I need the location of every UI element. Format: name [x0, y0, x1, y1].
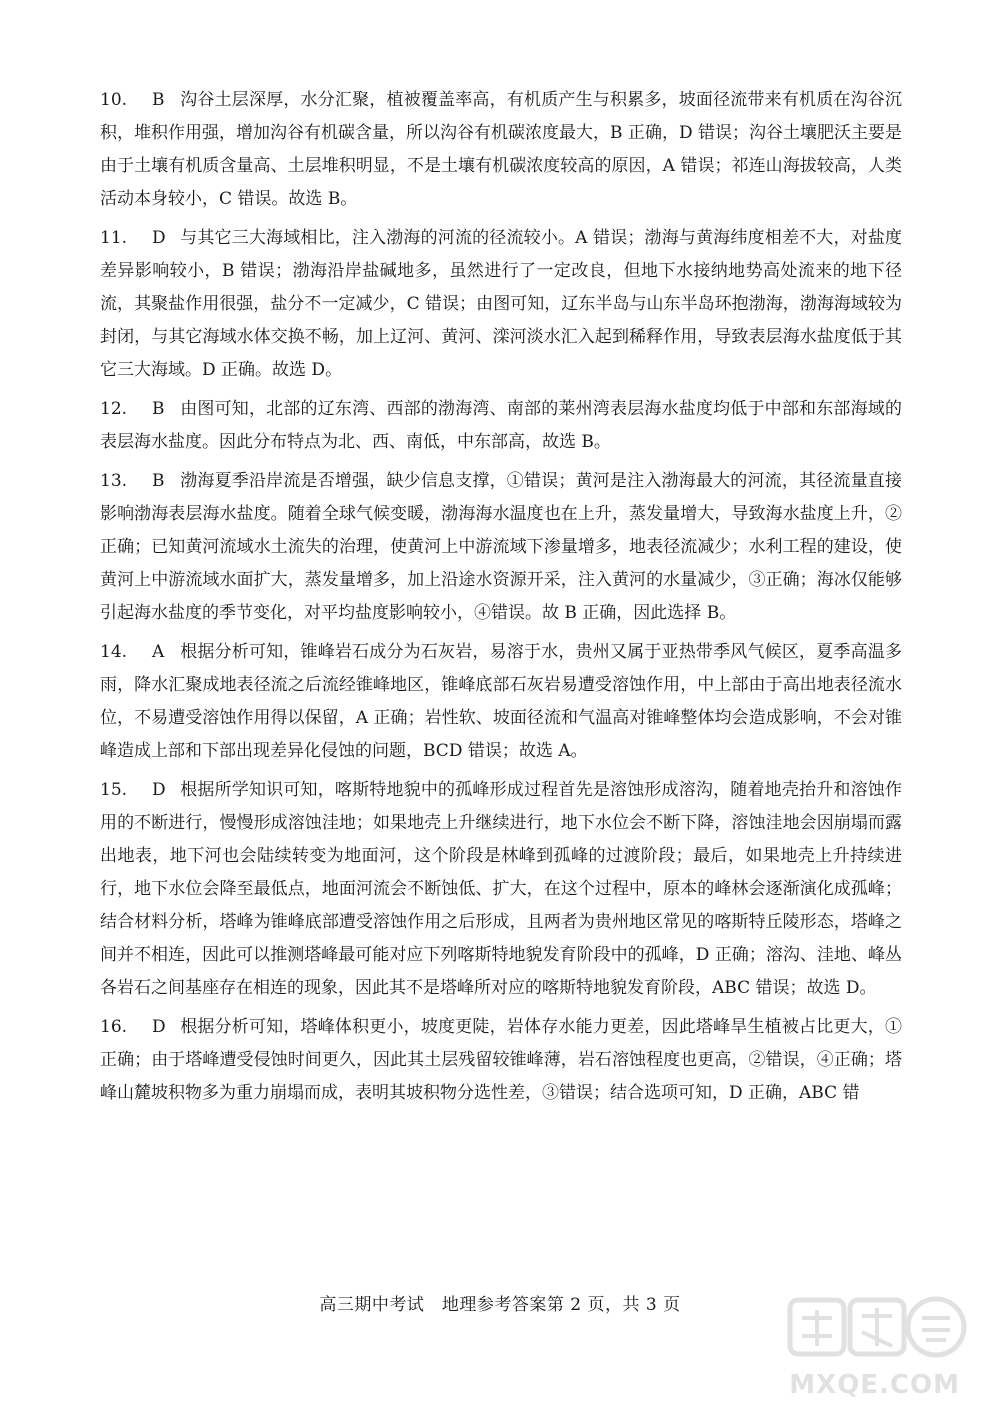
- answer-option: D: [152, 1017, 166, 1037]
- watermark-logo: [782, 1290, 972, 1400]
- explanation-text: 渤海夏季沿岸流是否增强，缺少信息支撑，①错误；黄河是注入渤海最大的河流，其径流量直接影响渤海表层海水盐度。随着全球气候变暖，渤海海水温度也在上升，蒸发量增大，导致海水盐度上升，②正确；已知黄河流域水土流失的治理，使黄河上中游流域下渗量增多，地表径流减少；水利工程的建设，使黄河上中游流域水面扩大，蒸发量增多，加上沿途水资源开采，注入黄河的水量减少，③正确；海冰仅能够引起海水盐度的季节变化，对平均盐度影响较小，④错误。故 B 正确，因此选择 B。: [100, 471, 902, 623]
- answer-item-14: [100, 636, 902, 768]
- answer-option: B: [152, 471, 165, 491]
- answer-item-11: [100, 222, 902, 387]
- explanation-text: 根据分析可知，锥峰岩石成分为石灰岩，易溶于水，贵州又属于亚热带季风气候区，夏季高温多雨，降水汇聚成地表径流之后流经锥峰地区，锥峰底部石灰岩易遭受溶蚀作用，中上部由于高出地表径流水位，不易遭受溶蚀作用得以保留，A 正确；岩性软、坡面径流和气温高对锥峰整体均会造成影响，不会对锥峰造成上部和下部出现差异化侵蚀的问题，BCD 错误；故选 A。: [100, 642, 902, 761]
- question-number: 16.: [100, 1017, 128, 1037]
- answer-option: A: [152, 642, 165, 662]
- explanation-text: 根据分析可知，塔峰体积更小，坡度更陡，岩体存水能力更差，因此塔峰旱生植被占比更大，①正确；由于塔峰遭受侵蚀时间更久，因此其土层残留较锥峰薄，岩石溶蚀程度也更高，②错误，④正确；塔峰山麓坡积物多为重力崩塌而成，表明其坡积物分选性差，③错误；结合选项可知，D 正确，ABC 错: [100, 1017, 902, 1103]
- watermark-url: MXQE.COM: [789, 1370, 960, 1400]
- answer-item-15: [100, 774, 902, 1005]
- question-number: 12.: [100, 399, 128, 419]
- explanation-text: 由图可知，北部的辽东湾、西部的渤海湾、南部的莱州湾表层海水盐度均低于中部和东部海域的表层海水盐度。因此分布特点为北、西、南低，中东部高，故选 B。: [100, 399, 902, 452]
- question-number: 15.: [100, 780, 128, 800]
- question-number: 10.: [100, 90, 128, 110]
- question-number: 11.: [100, 228, 128, 248]
- answer-option: D: [152, 780, 166, 800]
- question-number: 13.: [100, 471, 128, 491]
- answer-option: D: [152, 228, 166, 248]
- answer-list: [100, 84, 902, 1116]
- answer-item-10: [100, 84, 902, 216]
- explanation-text: 与其它三大海域相比，注入渤海的河流的径流较小。A 错误；渤海与黄海纬度相差不大，对盐度差异影响较小，B 错误；渤海沿岸盐碱地多，虽然进行了一定改良，但地下水接纳地势高处流来的地下径流，其聚盐作用很强，盐分不一定减少，C 错误；由图可知，辽东半岛与山东半岛环抱渤海，渤海海域较为封闭，与其它海域水体交换不畅，加上辽河、黄河、滦河淡水汇入起到稀释作用，导致表层海水盐度低于其它三大海域。D 正确。故选 D。: [100, 228, 902, 380]
- page-footer: 高三期中考试 地理参考答案第 2 页，共 3 页: [319, 1295, 681, 1315]
- answer-option: B: [152, 90, 165, 110]
- explanation-text: 根据所学知识可知，喀斯特地貌中的孤峰形成过程首先是溶蚀形成溶沟，随着地壳抬升和溶蚀作用的不断进行，慢慢形成溶蚀洼地；如果地壳上升继续进行，地下水位会不断下降，溶蚀洼地会因崩塌而露出地表，地下河也会陆续转变为地面河，这个阶段是林峰到孤峰的过渡阶段；最后，如果地壳上升持续进行，地下水位会降至最低点，地面河流会不断蚀低、扩大，在这个过程中，原本的峰林会逐渐演化成孤峰；结合材料分析，塔峰为锥峰底部遭受溶蚀作用之后形成，且两者为贵州地区常见的喀斯特丘陵形态，塔峰之间并不相连，因此可以推测塔峰最可能对应下列喀斯特地貌发育阶段中的孤峰，D 正确；溶沟、洼地、峰丛各岩石之间基座存在相连的现象，因此其不是塔峰所对应的喀斯特地貌发育阶段，ABC 错误；故选 D。: [100, 780, 902, 998]
- watermark-stamp-icon: [782, 1290, 972, 1370]
- explanation-text: 沟谷土层深厚，水分汇聚，植被覆盖率高，有机质产生与积累多，坡面径流带来有机质在沟谷沉积，堆积作用强，增加沟谷有机碳含量，所以沟谷有机碳浓度最大，B 正确，D 错误；沟谷土壤肥沃主要是由于土壤有机质含量高、土层堆积明显，不是土壤有机碳浓度较高的原因，A 错误；祁连山海拔较高，人类活动本身较小，C 错误。故选 B。: [100, 90, 902, 209]
- answer-item-12: [100, 393, 902, 459]
- question-number: 14.: [100, 642, 128, 662]
- answer-item-13: [100, 465, 902, 630]
- answer-option: B: [152, 399, 165, 419]
- answer-item-16: [100, 1011, 902, 1110]
